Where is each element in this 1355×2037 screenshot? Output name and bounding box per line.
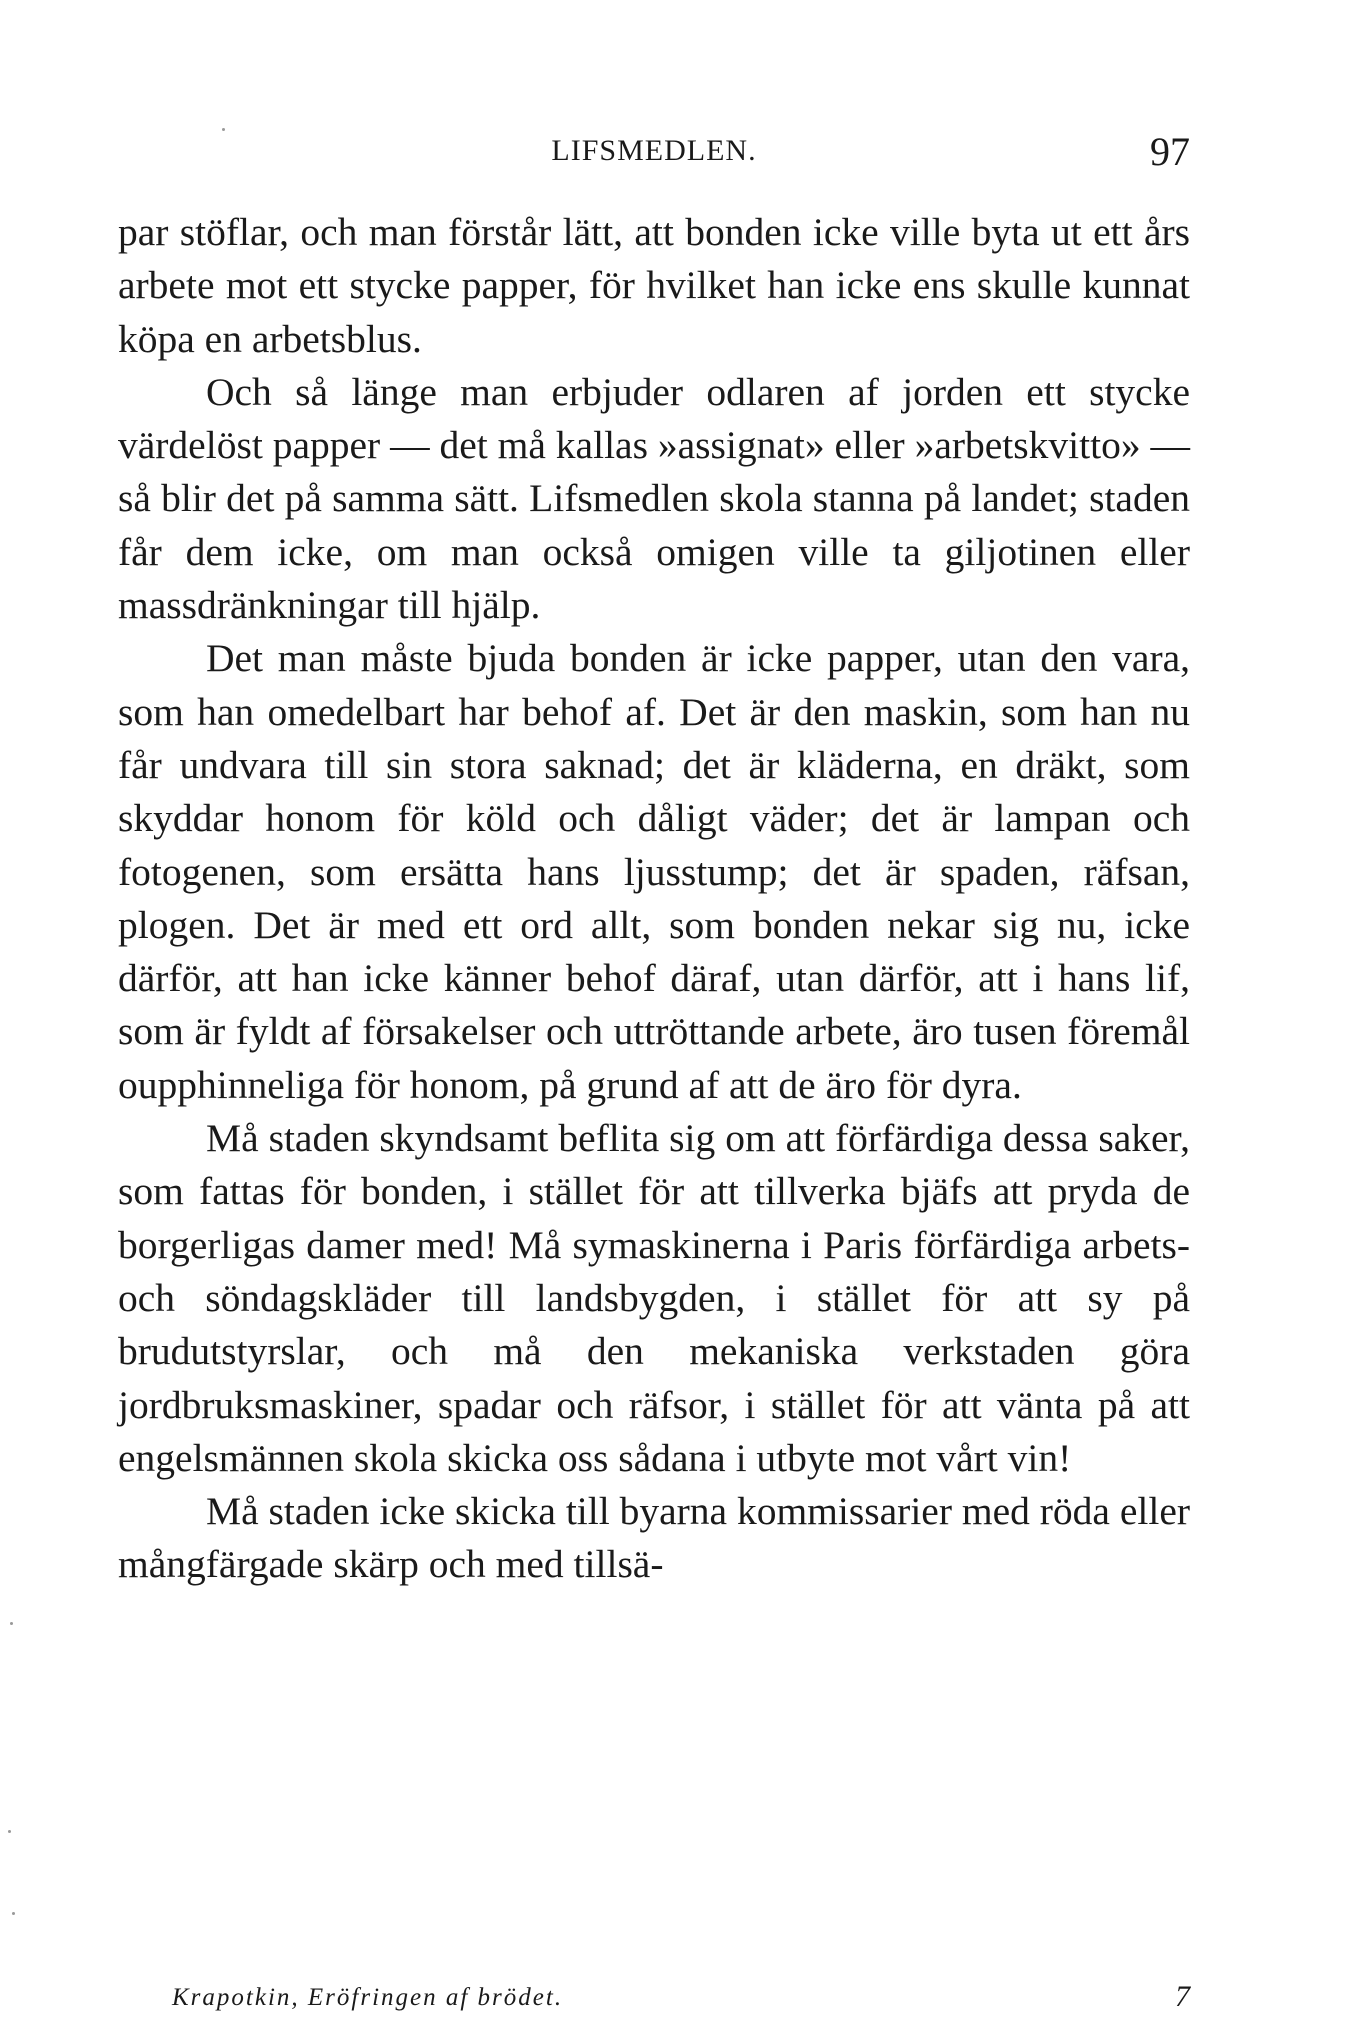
paragraph: Må staden skyndsamt beflita sig om att förfärdiga dessa saker, som fattas för bonden, i stället för att tillverka bjäfs att pryda de borgerligas damer med! Må symaskinerna i Paris förfärdiga arbets- och söndagskläder till landsbygden, i stället för att sy på brudutstyrslar, och må den mekaniska verkstaden göra jordbruksmaskiner, spadar och räfsor, i stället för att vänta på att engelsmännen skola skicka oss sådana i utbyte mot vårt vin! xyxy=(118,1116,1190,1480)
signature-number: 7 xyxy=(1175,1980,1190,2013)
book-page xyxy=(118,128,1190,2018)
printer-signature: Krapotkin, Eröfringen af brödet. xyxy=(172,1984,564,2011)
paragraph-continued: par stöflar, och man förstår lätt, att bonden icke ville byta ut ett års arbete mot ett stycke papper, för hvilket han icke ens skulle kunnat köpa en arbetsblus. xyxy=(118,210,1190,361)
print-speck xyxy=(12,1912,15,1915)
signature-line xyxy=(172,1980,1190,2020)
running-head xyxy=(118,128,1190,188)
running-title: LIFSMEDLEN. xyxy=(551,134,757,167)
print-speck xyxy=(222,128,225,131)
paragraph: Och så länge man erbjuder odlaren af jorden ett stycke värdelöst papper — det må kallas »assignat» eller »arbetskvitto» — så blir det på samma sätt. Lifsmedlen skola stanna på landet; staden får dem icke, om man också omigen ville ta giljotinen eller massdränkningar till hjälp. xyxy=(118,369,1190,628)
paragraph: Det man måste bjuda bonden är icke papper, utan den vara, som han omedelbart har behof af. Det är den maskin, som han nu får undvara till sin stora saknad; det är kläderna, en dräkt, som skyddar honom för köld och dåligt väder; det är lampan och fotogenen, som ersätta hans ljusstump; det är spaden, räfsan, plogen. Det är med ett ord allt, som bonden nekar sig nu, icke därför, att han icke känner behof däraf, utan därför, att i hans lif, som är fyldt af försakelser och uttröttande arbete, äro tusen föremål oupphinneliga för honom, på grund af att de äro för dyra. xyxy=(118,636,1190,1107)
print-speck xyxy=(10,1622,13,1625)
paragraph: Må staden icke skicka till byarna kommissarier med röda eller mångfärgade skärp och med tillsä- xyxy=(118,1489,1190,1587)
page-number: 97 xyxy=(1150,129,1190,174)
print-speck xyxy=(8,1830,11,1833)
body-text xyxy=(118,206,1190,1592)
